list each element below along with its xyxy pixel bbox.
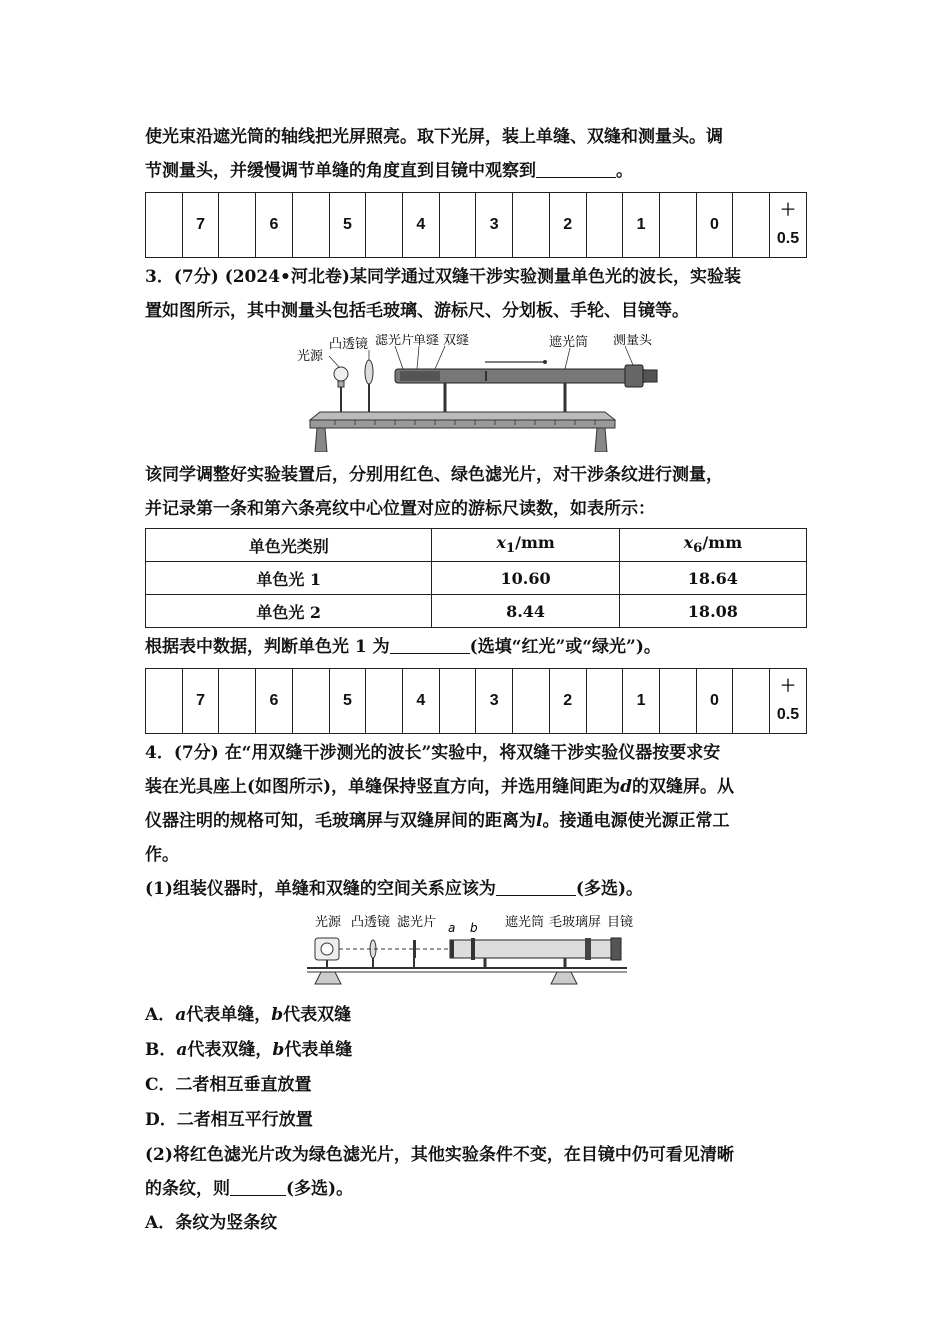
score-cell-plus-half[interactable] bbox=[770, 193, 807, 258]
score-cell[interactable]: 7 bbox=[182, 669, 219, 734]
header-x1-sub: 1 bbox=[505, 540, 516, 557]
score-table-1 bbox=[145, 192, 807, 258]
score-cell[interactable] bbox=[292, 669, 329, 734]
header-light-type: 单色光类别 bbox=[146, 529, 432, 562]
q4-points: (7分) bbox=[173, 743, 219, 763]
score-cell[interactable]: 1 bbox=[623, 669, 660, 734]
document-page bbox=[145, 120, 807, 1241]
q4-sub2-line2 bbox=[145, 1172, 807, 1206]
score-cell[interactable] bbox=[366, 669, 403, 734]
q2-tail-line1: 使光束沿遮光筒的轴线把光屏照亮。取下光屏，装上单缝、双缝和测量头。调 bbox=[145, 127, 723, 147]
score-cell[interactable]: 6 bbox=[256, 193, 293, 258]
header-x6 bbox=[619, 529, 806, 562]
q4-line3 bbox=[145, 804, 807, 838]
q3-number: 3． bbox=[145, 267, 174, 287]
q3-points: (7分) bbox=[173, 267, 219, 287]
score-cell[interactable] bbox=[439, 669, 476, 734]
option-label: B． bbox=[145, 1040, 177, 1060]
q2-tail-end: 。 bbox=[616, 161, 633, 181]
q3-source: (2024 bbox=[224, 267, 281, 287]
q4-text2: 装在光具座上(如图所示)，单缝保持竖直方向，并选用缝间距为 bbox=[145, 777, 621, 797]
score-cell[interactable]: 3 bbox=[476, 669, 513, 734]
plus-sign: ＋ bbox=[780, 678, 797, 695]
score-cell-plus-half[interactable] bbox=[770, 669, 807, 734]
q4-option-b[interactable] bbox=[145, 1033, 807, 1068]
score-cell[interactable] bbox=[146, 669, 183, 734]
header-x6-unit: /mm bbox=[702, 533, 743, 553]
header-x1 bbox=[432, 529, 619, 562]
cell-x6: 18.08 bbox=[619, 595, 806, 628]
label-b: b bbox=[470, 921, 478, 935]
score-cell[interactable]: 2 bbox=[549, 669, 586, 734]
cell-light-type: 单色光 2 bbox=[146, 595, 432, 628]
q3-line5 bbox=[145, 630, 807, 664]
cell-x1: 10.60 bbox=[432, 562, 619, 595]
q4-line2 bbox=[145, 770, 807, 804]
score-cell[interactable] bbox=[513, 193, 550, 258]
label-single-slit: 单缝 bbox=[413, 334, 440, 348]
score-cell[interactable] bbox=[366, 193, 403, 258]
label-frosted-screen: 毛玻璃屏 bbox=[549, 915, 602, 930]
option-text: 代表双缝， bbox=[187, 1040, 273, 1060]
answer-blank-q3[interactable] bbox=[390, 635, 470, 654]
score-cell[interactable]: 4 bbox=[402, 193, 439, 258]
label-light-source: 光源 bbox=[315, 915, 342, 930]
label-shade-tube: 遮光筒 bbox=[549, 335, 589, 350]
q4-option-d[interactable]: D．二者相互平行放置 bbox=[145, 1110, 313, 1130]
score-cell[interactable] bbox=[586, 669, 623, 734]
label-filter: 滤光片 bbox=[375, 334, 415, 348]
q3-line4: 并记录第一条和第六条亮纹中心位置对应的游标尺读数，如表所示： bbox=[145, 499, 655, 519]
q4-apparatus-svg bbox=[145, 912, 807, 992]
q2-tail-text: 节测量头，并缓慢调节单缝的角度直到目镜中观察到 bbox=[145, 161, 536, 181]
label-a: a bbox=[448, 921, 456, 935]
q4-line1 bbox=[145, 736, 807, 770]
header-x6-sub: 6 bbox=[693, 540, 703, 557]
score-table-2 bbox=[145, 668, 807, 734]
score-cell[interactable] bbox=[586, 193, 623, 258]
q3-apparatus-figure bbox=[145, 334, 807, 452]
q3-apparatus-svg bbox=[145, 334, 807, 452]
q4-apparatus-figure bbox=[145, 912, 807, 992]
score-cell[interactable]: 0 bbox=[696, 669, 733, 734]
score-cell[interactable]: 5 bbox=[329, 193, 366, 258]
label-eyepiece: 目镜 bbox=[607, 915, 634, 930]
score-cell[interactable] bbox=[659, 193, 696, 258]
q3-line3: 该同学调整好实验装置后，分别用红色、绿色滤光片，对干涉条纹进行测量， bbox=[145, 465, 723, 485]
half-point: 0.5 bbox=[776, 706, 800, 723]
score-cell[interactable] bbox=[219, 193, 256, 258]
score-cell[interactable]: 6 bbox=[256, 669, 293, 734]
table-row bbox=[146, 562, 807, 595]
score-cell[interactable]: 2 bbox=[549, 193, 586, 258]
plus-sign: ＋ bbox=[780, 202, 797, 219]
q4-line4: 作。 bbox=[145, 845, 179, 865]
score-cell[interactable]: 0 bbox=[696, 193, 733, 258]
label-light-source: 光源 bbox=[297, 349, 324, 364]
cell-x1: 8.44 bbox=[432, 595, 619, 628]
label-filter: 滤光片 bbox=[397, 915, 437, 930]
score-cell[interactable] bbox=[659, 669, 696, 734]
option-text-end: 代表单缝 bbox=[284, 1040, 353, 1060]
q4-number: 4． bbox=[145, 743, 174, 763]
q3-text1: 某同学通过双缝干涉实验测量单色光的波长，实验装 bbox=[349, 267, 741, 287]
q3-text5: 根据表中数据，判断单色光 1 为 bbox=[145, 637, 390, 657]
score-cell[interactable] bbox=[219, 669, 256, 734]
q4-sub2-option-a[interactable]: A．条纹为竖条纹 bbox=[145, 1213, 278, 1233]
score-cell[interactable]: 3 bbox=[476, 193, 513, 258]
q3-source-dot: • bbox=[280, 267, 291, 287]
score-cell[interactable] bbox=[733, 669, 770, 734]
table-header-row bbox=[146, 529, 807, 562]
q3-line2: 置如图所示，其中测量头包括毛玻璃、游标尺、分划板、手轮、目镜等。 bbox=[145, 301, 689, 321]
var-a: a bbox=[175, 1005, 187, 1025]
label-convex-lens: 凸透镜 bbox=[329, 337, 369, 352]
score-cell[interactable]: 1 bbox=[623, 193, 660, 258]
q4-option-c[interactable]: C．二者相互垂直放置 bbox=[145, 1075, 312, 1095]
label-convex-lens: 凸透镜 bbox=[351, 915, 391, 930]
var-b: b bbox=[272, 1040, 285, 1060]
answer-blank-q4-2[interactable] bbox=[230, 1177, 286, 1196]
var-l: l bbox=[536, 811, 543, 831]
q4-sub2-end: (多选)。 bbox=[286, 1179, 354, 1199]
label-shade-tube: 遮光筒 bbox=[505, 915, 545, 930]
q3-line1 bbox=[145, 260, 807, 294]
score-cell[interactable]: 7 bbox=[182, 193, 219, 258]
q3-text5-end: (选填“红光”或“绿光”)。 bbox=[469, 637, 661, 657]
option-text-end: 代表双缝 bbox=[283, 1005, 352, 1025]
option-label: A． bbox=[145, 1005, 176, 1025]
header-x1-var: x bbox=[496, 533, 506, 553]
score-cell[interactable] bbox=[513, 669, 550, 734]
score-cell[interactable]: 4 bbox=[402, 669, 439, 734]
score-cell[interactable] bbox=[733, 193, 770, 258]
answer-blank-q2[interactable] bbox=[536, 159, 616, 178]
score-cell[interactable] bbox=[146, 193, 183, 258]
var-a: a bbox=[176, 1040, 188, 1060]
q4-sub1-text: (1)组装仪器时，单缝和双缝的空间关系应该为 bbox=[145, 879, 496, 899]
q4-text1: 在“用双缝干涉测光的波长”实验中，将双缝干涉实验仪器按要求安 bbox=[224, 743, 721, 763]
score-cell[interactable] bbox=[292, 193, 329, 258]
q3-data-table bbox=[145, 528, 807, 628]
q4-text2-end: 的双缝屏。从 bbox=[631, 777, 734, 797]
label-measuring-head: 测量头 bbox=[613, 334, 653, 348]
q4-sub2-line1: (2)将红色滤光片改为绿色滤光片，其他实验条件不变，在目镜中仍可看见清晰 bbox=[145, 1145, 734, 1165]
label-double-slit: 双缝 bbox=[443, 334, 470, 348]
score-cell[interactable]: 5 bbox=[329, 669, 366, 734]
answer-blank-q4-1[interactable] bbox=[496, 877, 576, 896]
q4-sub1 bbox=[145, 872, 807, 906]
cell-x6: 18.64 bbox=[619, 562, 806, 595]
q4-option-a[interactable] bbox=[145, 998, 807, 1033]
cell-light-type: 单色光 1 bbox=[146, 562, 432, 595]
q2-tail-line2 bbox=[145, 154, 807, 188]
q4-sub2-text: 的条纹，则 bbox=[145, 1179, 230, 1199]
header-x6-var: x bbox=[683, 533, 694, 553]
q4-sub1-end: (多选)。 bbox=[575, 879, 644, 899]
q3-province: 河北卷) bbox=[290, 267, 350, 287]
option-text: 代表单缝， bbox=[186, 1005, 272, 1025]
header-x1-unit: /mm bbox=[515, 533, 555, 553]
score-cell[interactable] bbox=[439, 193, 476, 258]
half-point: 0.5 bbox=[776, 230, 800, 247]
table-row bbox=[146, 595, 807, 628]
q4-text3-end: 。接通电源使光源正常工 bbox=[542, 811, 730, 831]
q4-text3: 仪器注明的规格可知，毛玻璃屏与双缝屏间的距离为 bbox=[145, 811, 536, 831]
var-d: d bbox=[620, 777, 632, 797]
var-b: b bbox=[271, 1005, 284, 1025]
